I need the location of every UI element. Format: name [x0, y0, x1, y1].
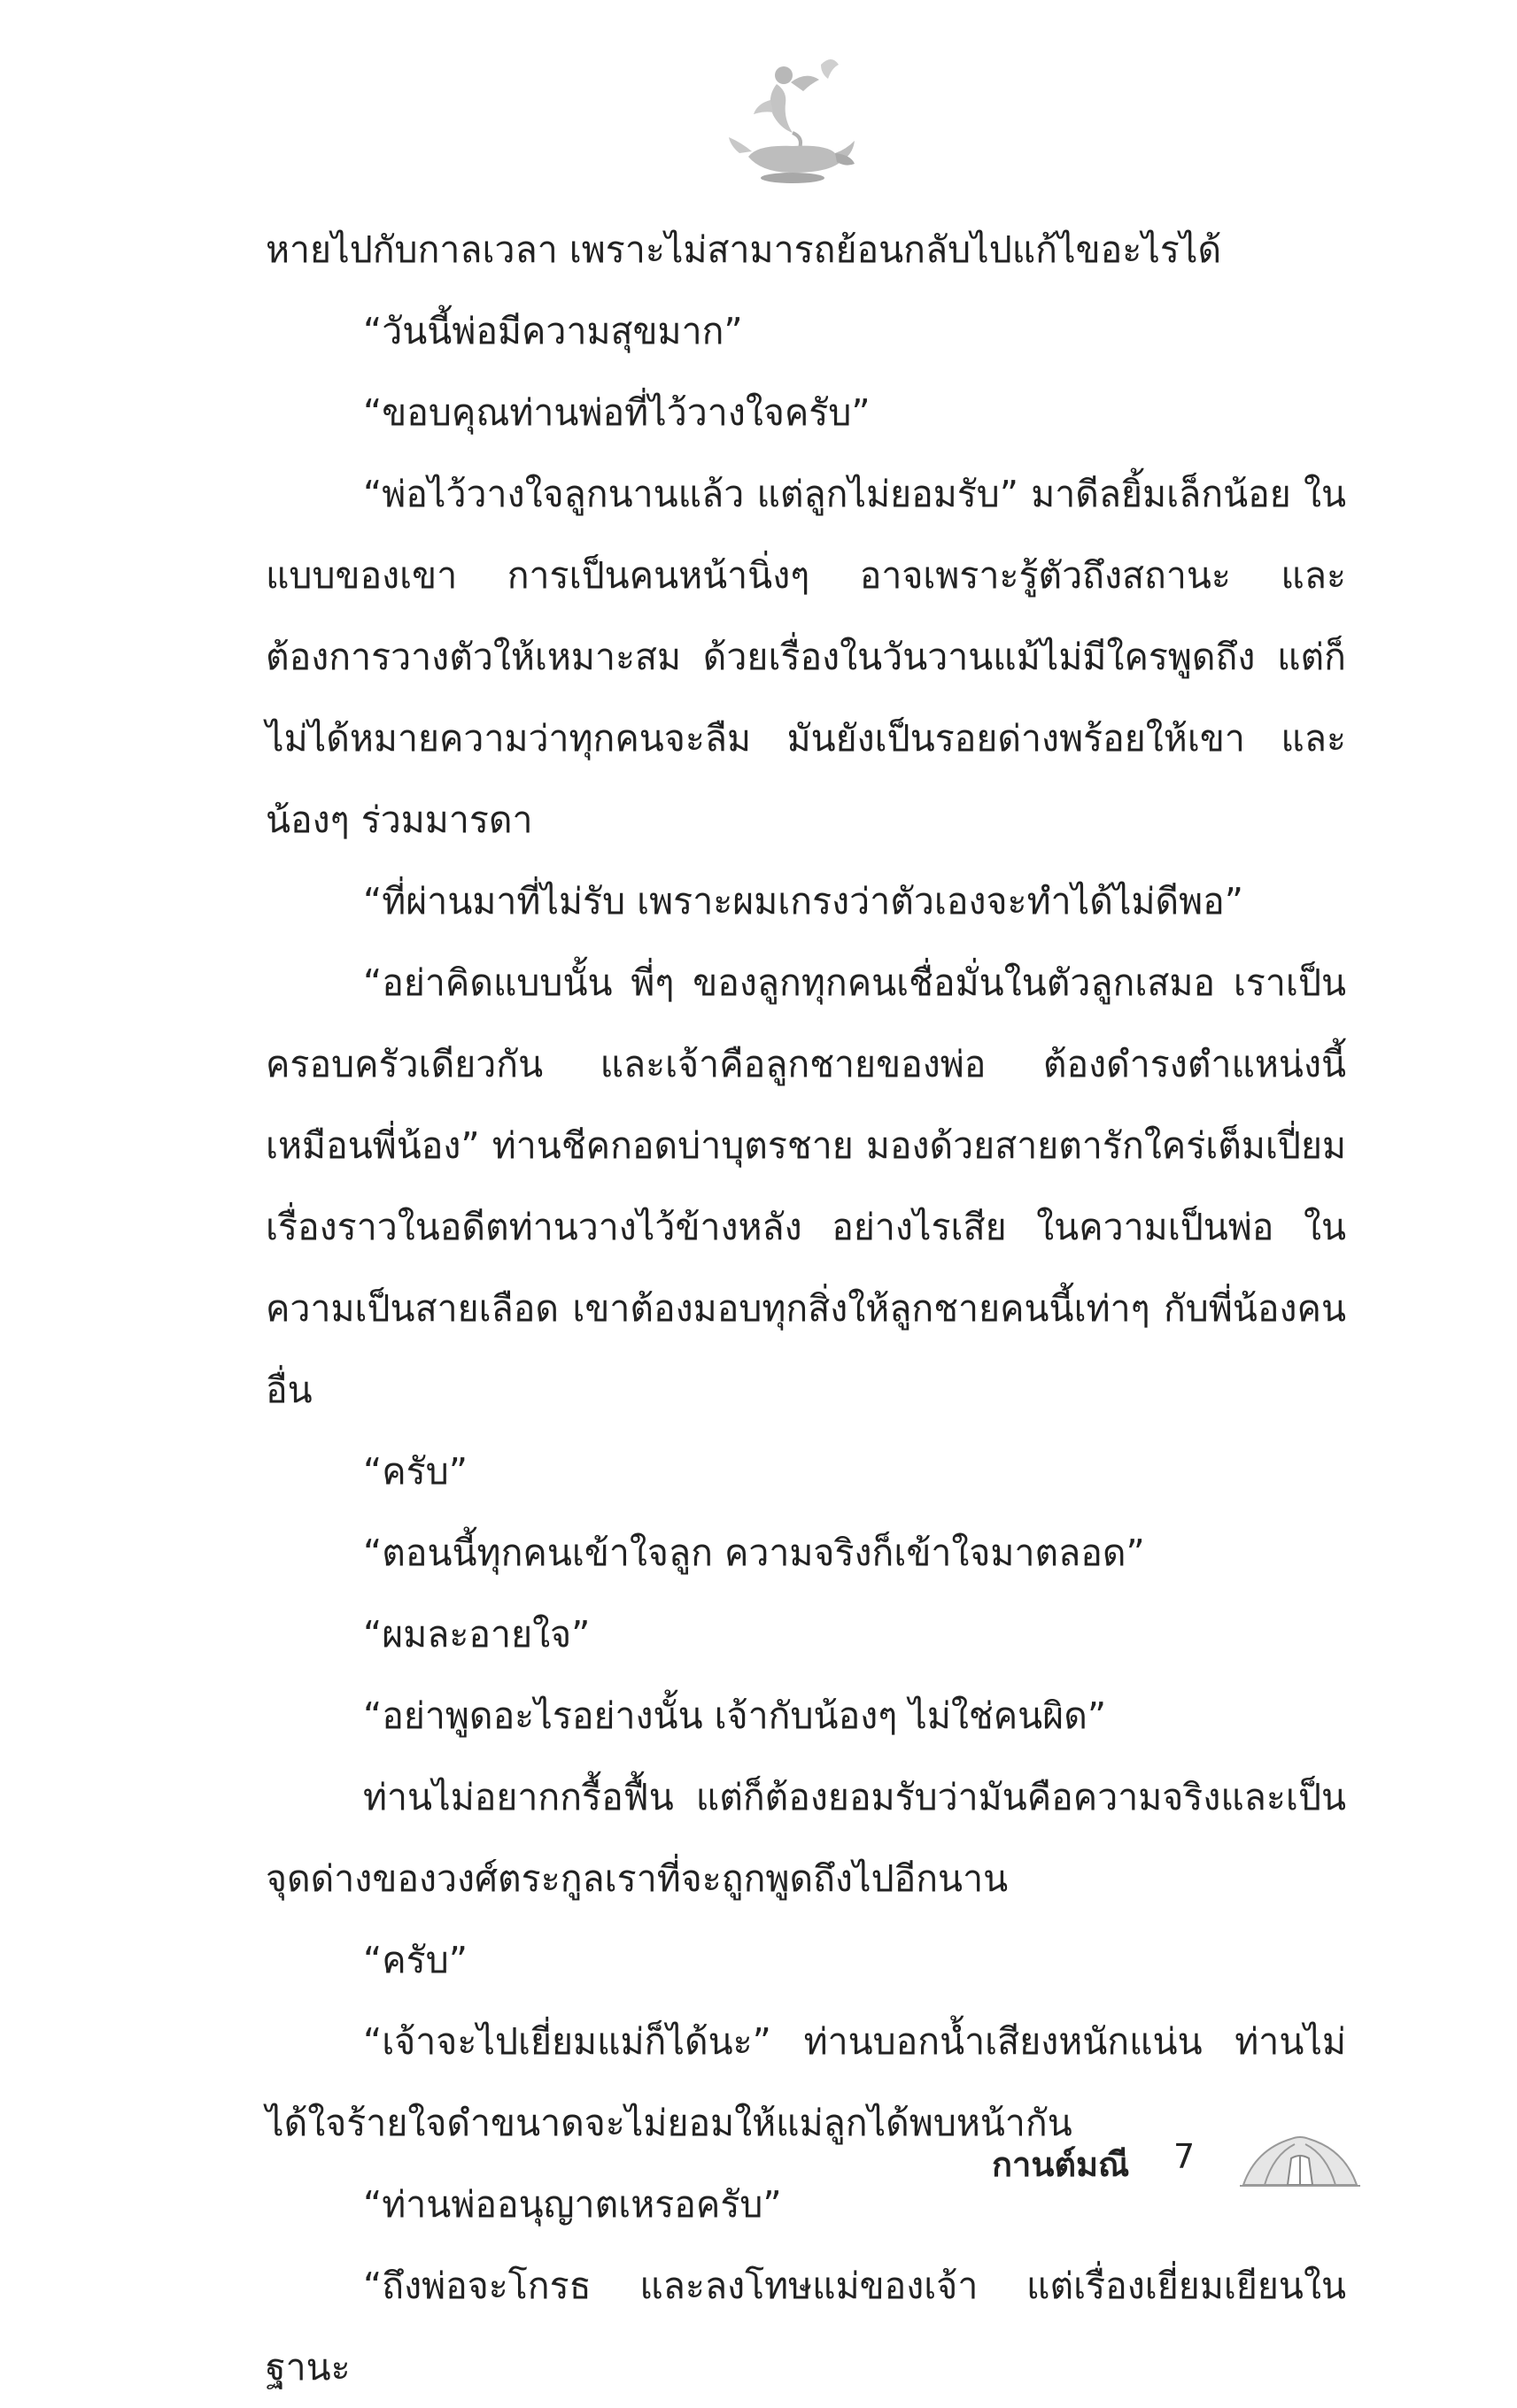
tent-icon: [1238, 2132, 1362, 2188]
paragraph: หายไปกับกาลเวลา เพราะไม่สามารถย้อนกลับไปแก้ไขอะไรได้: [266, 228, 1222, 271]
paragraph: “ครับ”: [363, 1450, 468, 1493]
page-number: 7: [1173, 2137, 1196, 2176]
paragraph: “ท่านพ่ออนุญาตเหรอครับ”: [363, 2183, 782, 2226]
body-text: [266, 209, 1346, 2408]
book-title: กานต์มณี: [992, 2145, 1130, 2184]
paragraph: “วันนี้พ่อมีความสุขมาก”: [363, 310, 743, 352]
paragraph: “ขอบคุณท่านพ่อที่ไว้วางใจครับ”: [363, 391, 871, 434]
paragraph: “ครับ”: [363, 1939, 468, 1981]
paragraph: “อย่าพูดอะไรอย่างนั้น เจ้ากับน้องๆ ไม่ใช่คนผิด”: [363, 1694, 1107, 1737]
paragraph: “ตอนนี้ทุกคนเข้าใจลูก ความจริงก็เข้าใจมาตลอด”: [363, 1532, 1145, 1574]
paragraph: “เจ้าจะไปเยี่ยมแม่ก็ได้นะ” ท่านบอกน้ำเสียงหนักแน่น ท่านไม่ได้ใจร้ายใจดำขนาดจะไม่ยอมให้แม่ลูกได้พบหน้ากัน: [266, 2020, 1346, 2144]
paragraph: “ที่ผ่านมาที่ไม่รับ เพราะผมเกรงว่าตัวเองจะทำได้ไม่ดีพอ”: [363, 880, 1244, 922]
paragraph: “อย่าคิดแบบนั้น พี่ๆ ของลูกทุกคนเชื่อมั่นในตัวลูกเสมอ เราเป็นครอบครัวเดียวกัน และเจ้าคือลูกชายของพ่อ ต้องดำรงตำแหน่งนี้เหมือนพี่น้อง” ท่านชีคกอดบ่าบุตรชาย มองด้วยสายตารักใคร่เต็มเปี่ยม เรื่องราวในอดีตท่านวางไว้ข้างหลัง อย่างไรเสีย ในความเป็นพ่อ ในความเป็นสายเลือด เขาต้องมอบทุกสิ่งให้ลูกชายคนนี้เท่าๆ กับพี่น้องคนอื่น: [266, 961, 1346, 1411]
paragraph: ท่านไม่อยากกรื้อฟื้น แต่ก็ต้องยอมรับว่ามันคือความจริงและเป็นจุดด่างของวงศ์ตระกูลเราที่จะถูกพูดถึงไปอีกนาน: [266, 1776, 1346, 1900]
paragraph: “พ่อไว้วางใจลูกนานแล้ว แต่ลูกไม่ยอมรับ” มาดีลยิ้มเล็กน้อย ในแบบของเขา การเป็นคนหน้านิ่งๆ อาจเพราะรู้ตัวถึงสถานะ และต้องการวางตัวให้เหมาะสม ด้วยเรื่องในวันวานแม้ไม่มีใครพูดถึง แต่ก็ไม่ได้หมายความว่าทุกคนจะลืม มันยังเป็นรอยด่างพร้อยให้เขา และน้องๆ ร่วมมารดา: [266, 473, 1346, 841]
page-footer: [992, 2132, 1364, 2203]
genie-lamp-icon: [722, 49, 863, 186]
paragraph: “ถึงพ่อจะโกรธ และลงโทษแม่ของเจ้า แต่เรื่องเยี่ยมเยียนในฐานะ: [266, 2265, 1346, 2389]
paragraph: “ผมละอายใจ”: [363, 1613, 591, 1656]
